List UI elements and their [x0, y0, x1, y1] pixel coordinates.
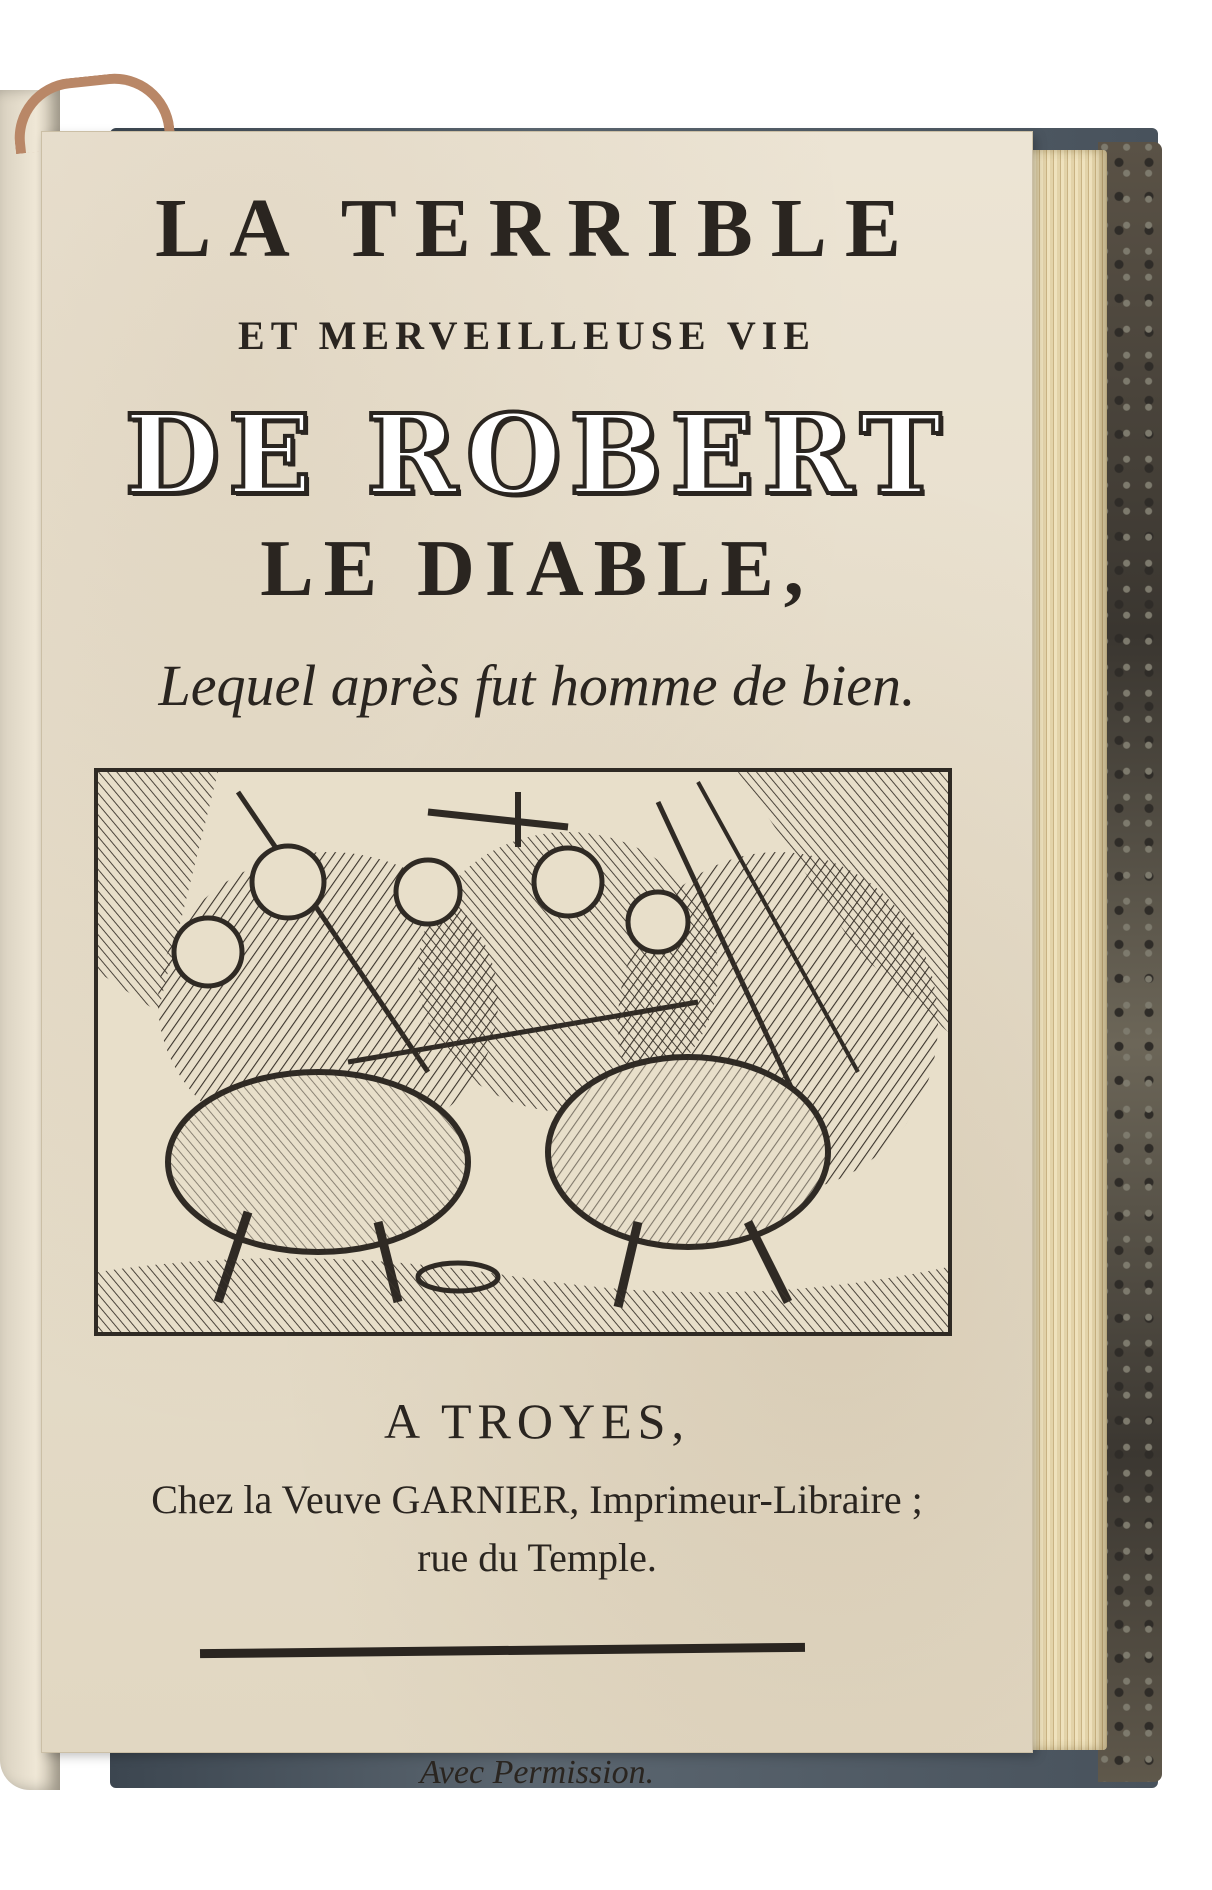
imprint-printer: Chez la Veuve GARNIER, Imprimeur-Libraire ; [151, 1477, 923, 1522]
woodcut-illustration [94, 768, 952, 1336]
privilege-note: Avec Permission. [419, 1754, 655, 1791]
imprint-place: A TROYES, [384, 1393, 690, 1449]
title-line-3: DE ROBERT [124, 390, 950, 519]
title-line-2: ET MERVEILLEUSE VIE [238, 313, 816, 358]
subtitle: Lequel après fut homme de bien. [158, 653, 916, 718]
title-line-4: LE DIABLE, [260, 525, 814, 613]
horizontal-rule [200, 1643, 805, 1658]
title-page [42, 132, 1032, 1791]
imprint-street: rue du Temple. [417, 1535, 657, 1580]
title-line-1: LA TERRIBLE [155, 182, 919, 275]
marbled-cover-edge [1098, 142, 1162, 1782]
battle-scene-engraving [98, 772, 948, 1332]
